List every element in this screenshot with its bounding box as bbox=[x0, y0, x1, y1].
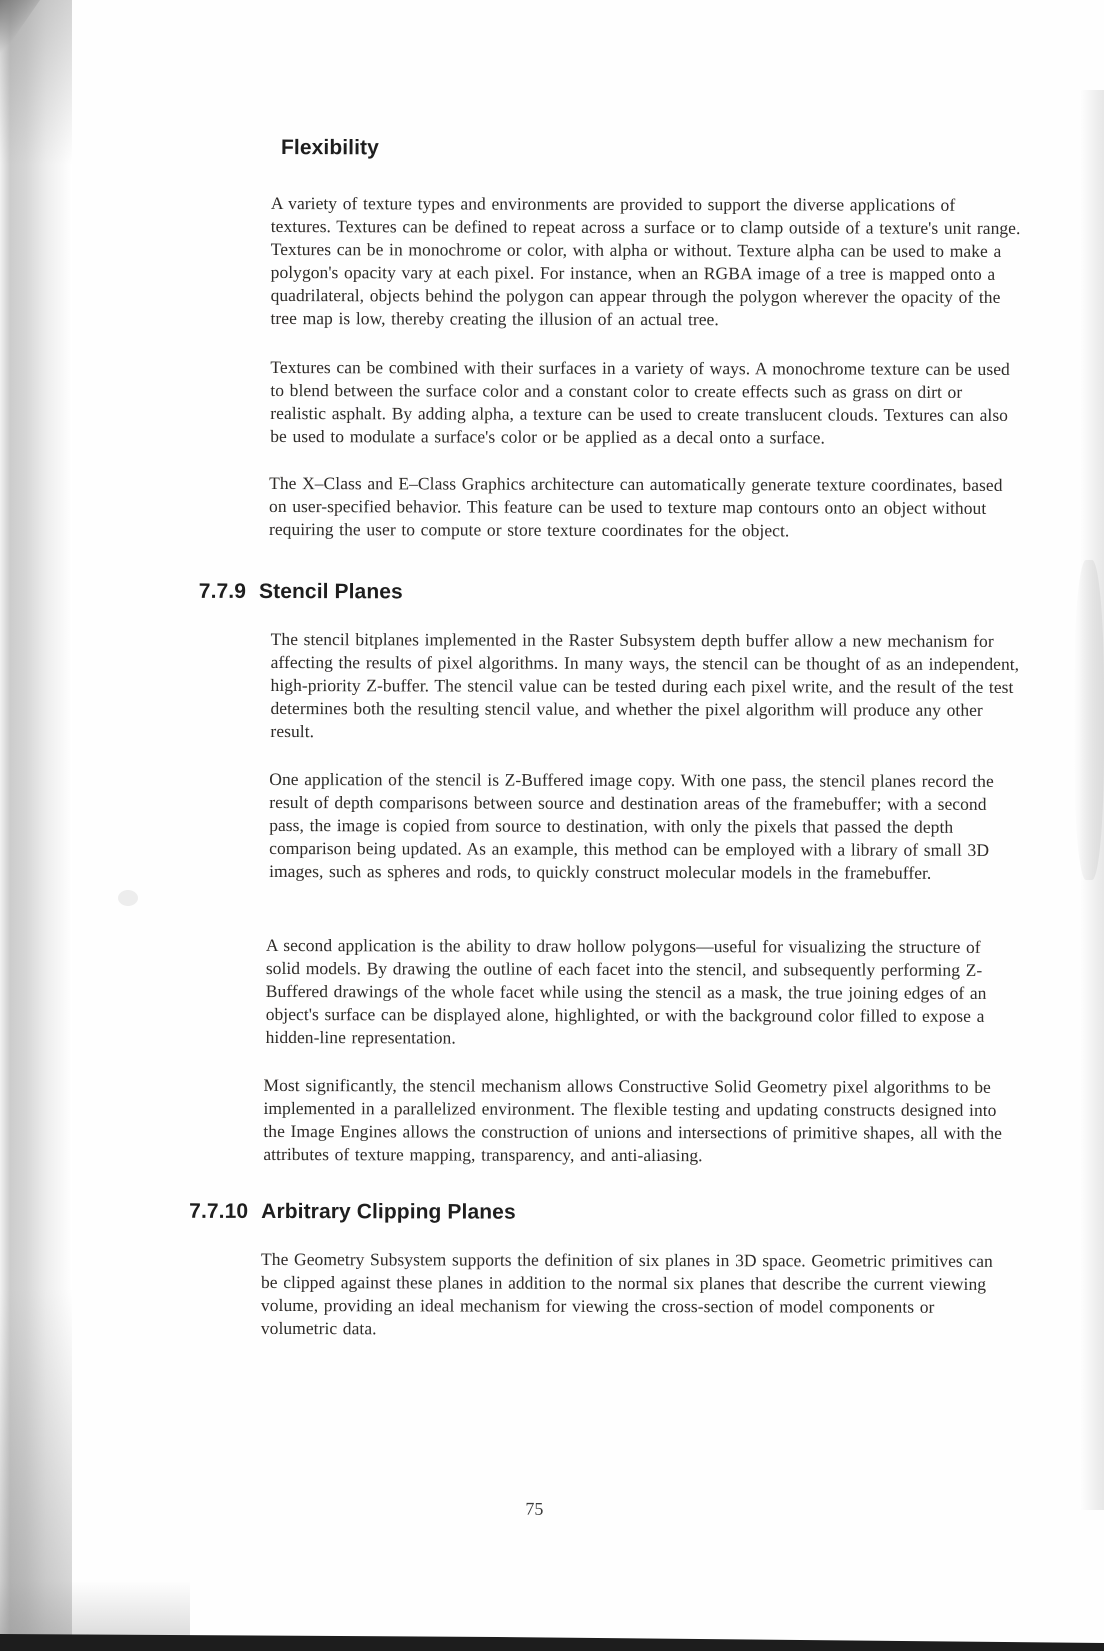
paragraph-stencil-1: The stencil bitplanes implemented in the Raster Subsystem depth buffer allow a new mechanism for affecting the results of pixel algorithms. In many ways, the stencil can be thought of as an independent, high-priority Z-buffer. The stencil value can be tested during each pixel write, and the result of the test determines both the resulting stencil value, and whether the pixel algorithm will produce any other result. bbox=[270, 629, 1020, 742]
paragraph-stencil-3: A second application is the ability to draw hollow polygons—useful for visualizing the structure of solid models. By drawing the outline of each facet into the stencil, and subsequently performing Z-Buffered drawings of the whole facet while using the stencil as a mask, the true joining edges of an object's surface can be displayed alone, highlighted, or with the background color filled to expose a hidden-line representation. bbox=[265, 934, 987, 1048]
paragraph-stencil-4: Most significantly, the stencil mechanism allows Constructive Solid Geometry pixel algorithms to be implemented in a parallelized environment. The flexible testing and updating constructs designed into the Image Engines allows the construction of unions and intersections of primitive shapes, all with the attributes of texture mapping, transparency, and anti-aliasing. bbox=[263, 1074, 1002, 1166]
paragraph-flexibility-2: Textures can be combined with their surfaces in a variety of ways. A monochrome texture can be used to blend between the surface color and a constant color to create effects such as grass on dirt or realistic asphalt. By adding alpha, a texture can be used to create translucent clouds. Textures can also be used to modulate a surface's color or be applied as a decal onto a surface. bbox=[270, 357, 1010, 448]
section-title: Arbitrary Clipping Planes bbox=[261, 1199, 516, 1224]
paragraph-clipping-1: The Geometry Subsystem supports the definition of six planes in 3D space. Geometric primitives can be clipped against these planes in addition to the normal six planes that describe the current viewing volume, providing an ideal mechanism for viewing the cross-section of model components or volumetric data. bbox=[260, 1248, 993, 1339]
heading-section-7-7-10 bbox=[189, 1200, 516, 1225]
section-title: Stencil Planes bbox=[259, 579, 403, 604]
paragraph-flexibility-1: A variety of texture types and environments are provided to support the diverse applications of textures. Textures can be defined to repeat across a surface or to clamp outside of a texture's unit range. Textures can be in monochrome or color, with alpha or without. Texture alpha can be used to make a polygon's opacity vary at each pixel. For instance, when an RGBA image of a tree is mapped onto a quadrilateral, objects behind the polygon can appear through the polygon wherever the opacity of the tree map is low, thereby creating the illusion of an actual tree. bbox=[270, 193, 1021, 330]
heading-flexibility: Flexibility bbox=[280, 136, 379, 160]
paragraph-flexibility-3: The X–Class and E–Class Graphics architecture can automatically generate texture coordinates, based on user-specified behavior. This feature can be used to texture map contours onto an object without requiring the user to compute or store texture coordinates for the object. bbox=[268, 472, 1003, 541]
page-number: 75 bbox=[525, 1498, 544, 1519]
paragraph-stencil-2: One application of the stencil is Z-Buffered image copy. With one pass, the stencil planes record the result of depth comparisons between source and destination areas of the framebuffer; with a second pass, the image is copied from source to destination, with only the pixels that passed the depth comparison being updated. As an example, this method can be employed with a library of small 3D images, such as spheres and rods, to quickly construct molecular models in the framebuffer. bbox=[269, 769, 994, 883]
section-number: 7.7.9 bbox=[198, 579, 247, 603]
heading-section-7-7-9 bbox=[199, 580, 403, 605]
section-number: 7.7.10 bbox=[189, 1199, 249, 1223]
